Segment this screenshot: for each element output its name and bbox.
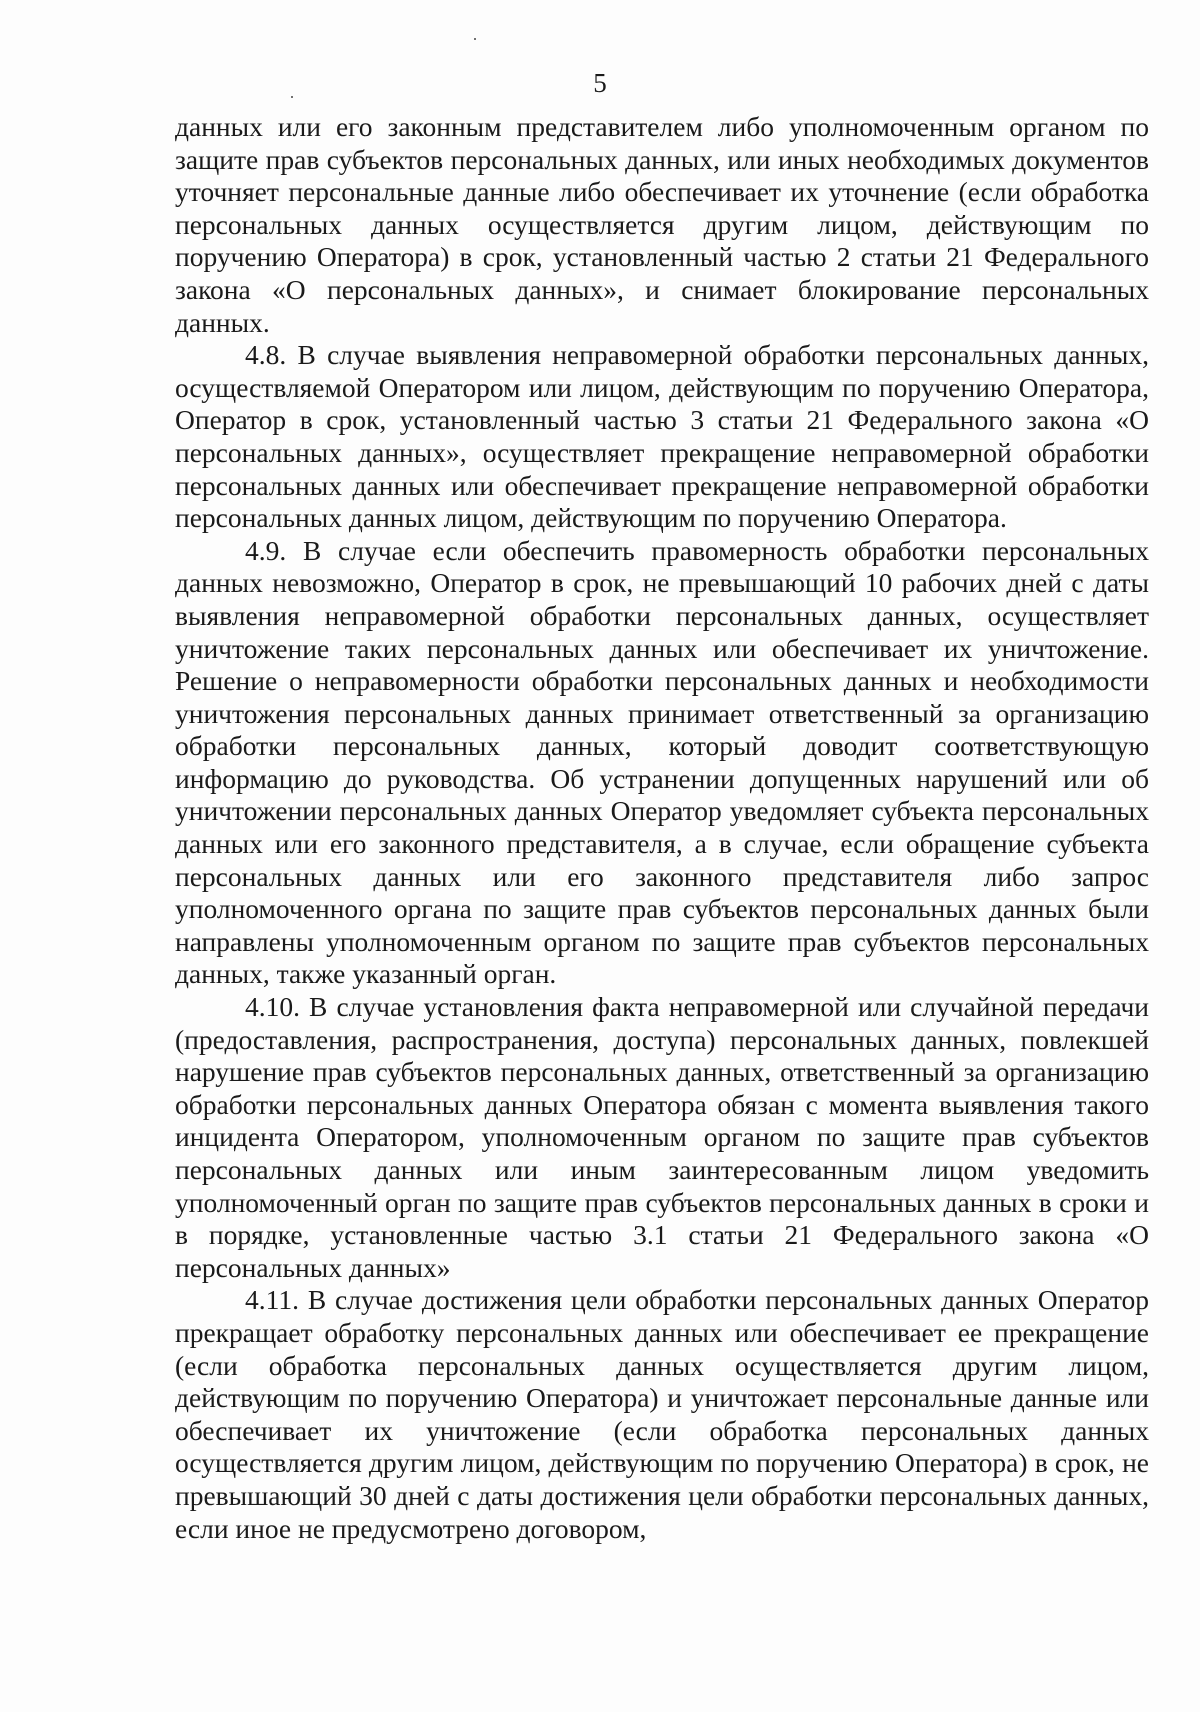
paragraph-4-10: 4.10. В случае установления факта неправомерной или случайной передачи (предоставления, распространения, доступа) персональных данных, повлекшей нарушение прав субъектов персональных данных, ответственный за организацию обработки персональных данных Оператора обязан с момента выявления такого инцидента Оператором, уполномоченным органом по защите прав субъектов персональных данных или иным заинтересованным лицом уведомить уполномоченный орган по защите прав субъектов персональных данных в сроки и в порядке, установленные частью 3.1 статьи 21 Федерального закона «О персональных данных» (175, 991, 1149, 1283)
paragraph-4-11: 4.11. В случае достижения цели обработки персональных данных Оператор прекращает обработку персональных данных или обеспечивает ее прекращение (если обработка персональных данных осуществляется другим лицом, действующим по поручению Оператора) и уничтожает персональные данные или обеспечивает их уничтожение (если обработка персональных данных осуществляется другим лицом, действующим по поручению Оператора) в срок, не превышающий 30 дней с даты достижения цели обработки персональных данных, если иное не предусмотрено договором, (175, 1284, 1149, 1544)
paragraph-4-8: 4.8. В случае выявления неправомерной обработки персональных данных, осуществляемой Оператором или лицом, действующим по поручению Оператора, Оператор в срок, установленный частью 3 статьи 21 Федерального закона «О персональных данных», осуществляет прекращение неправомерной обработки персональных данных или обеспечивает прекращение неправомерной обработки персональных данных лицом, действующим по поручению Оператора. (175, 339, 1149, 534)
scan-speck (474, 38, 476, 40)
paragraph-continuation: данных или его законным представителем либо уполномоченным органом по защите прав субъектов персональных данных, или иных необходимых документов уточняет персональные данные либо обеспечивает их уточнение (если обработка персональных данных осуществляется другим лицом, действующим по поручению Оператора) в срок, установленный частью 2 статьи 21 Федерального закона «О персональных данных», и снимает блокирование персональных данных. (175, 111, 1149, 338)
page-number: 5 (593, 68, 607, 98)
paragraph-4-9: 4.9. В случае если обеспечить правомерность обработки персональных данных невозможно, Оператор в срок, не превышающий 10 рабочих дней с даты выявления неправомерной обработки персональных данных, осуществляет уничтожение таких персональных данных или обеспечивает их уничтожение. Решение о неправомерности обработки персональных данных и необходимости уничтожения персональных данных принимает ответственный за организацию обработки персональных данных, который доводит соответствующую информацию до руководства. Об устранении допущенных нарушений или об уничтожении персональных данных Оператор уведомляет субъекта персональных данных или его законного представителя, а в случае, если обращение субъекта персональных данных или его законного представителя либо запрос уполномоченного органа по защите прав субъектов персональных данных были направлены уполномоченным органом по защите прав субъектов персональных данных, также указанный орган. (175, 534, 1149, 990)
document-body (175, 111, 1149, 1545)
